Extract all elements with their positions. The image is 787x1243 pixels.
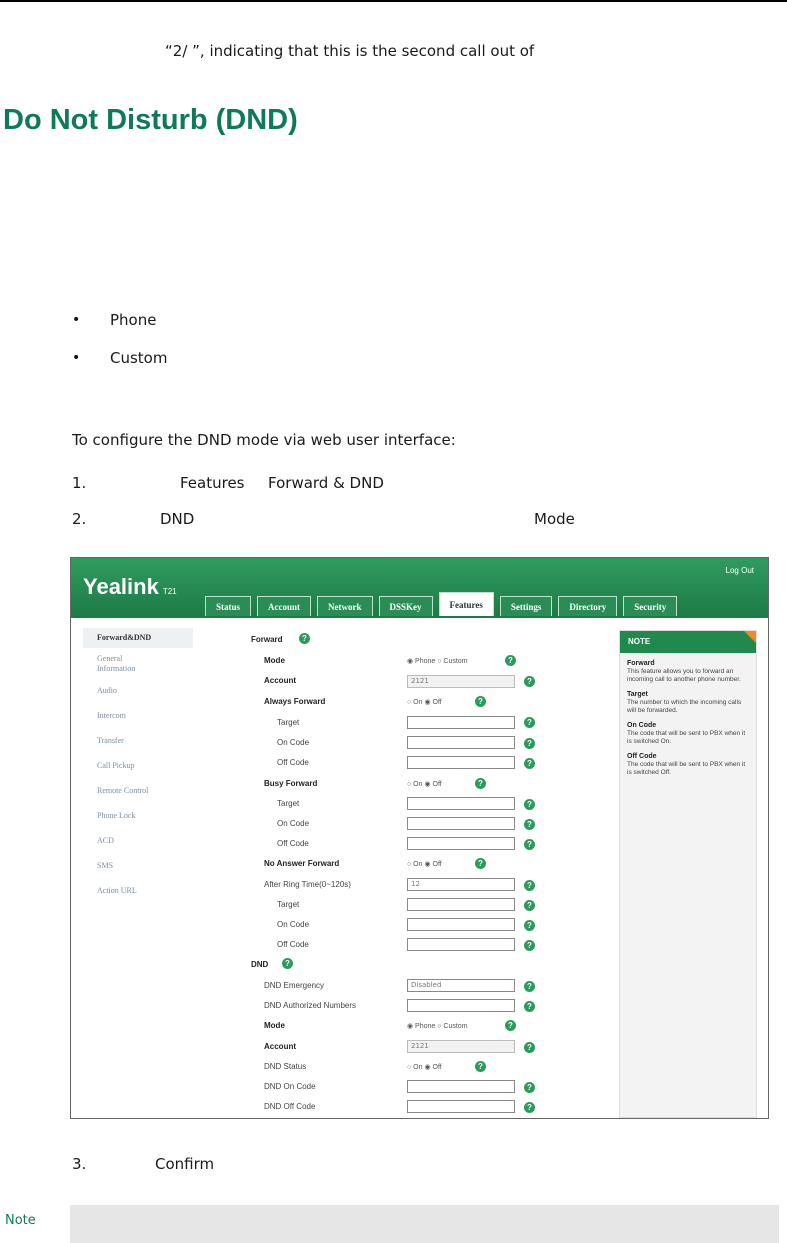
tab-network[interactable]: Network [317, 596, 373, 616]
yealink-logo: Yealink T21 [83, 574, 177, 599]
always-target-input[interactable] [407, 716, 515, 729]
account-select[interactable]: 2121 [407, 675, 515, 688]
mode-label: Mode [264, 656, 285, 665]
busy-forward-label: Busy Forward [264, 779, 318, 788]
noanswer-off-code-input[interactable] [407, 938, 515, 951]
sidebar-item-acd[interactable]: ACD [97, 836, 114, 845]
note-label: Note [5, 1213, 36, 1228]
help-icon[interactable]: ? [524, 676, 535, 687]
note-box [70, 1205, 779, 1243]
ring-time-select[interactable]: 12 [407, 878, 515, 891]
help-icon[interactable]: ? [524, 1082, 535, 1093]
note-title: NOTE [620, 631, 756, 653]
tab-bar [205, 596, 683, 618]
web-header [71, 558, 768, 618]
corner-flag-icon [744, 631, 756, 643]
help-icon[interactable]: ? [524, 738, 535, 749]
help-icon[interactable]: ? [475, 1061, 486, 1072]
step-menu-forward-dnd: Forward & DND [268, 474, 384, 492]
always-on-code-input[interactable] [407, 736, 515, 749]
help-icon[interactable]: ? [475, 778, 486, 789]
sidebar-item-call-pickup[interactable]: Call Pickup [97, 761, 135, 770]
tab-security[interactable]: Security [623, 596, 677, 616]
step-number: 3. [72, 1155, 87, 1173]
step-field-mode: Mode [534, 510, 575, 528]
tab-account[interactable]: Account [257, 596, 311, 616]
logout-link[interactable]: Log Out [725, 566, 754, 575]
busy-target-input[interactable] [407, 797, 515, 810]
dnd-account-label: Account [264, 1042, 296, 1051]
on-code-label: On Code [277, 819, 310, 828]
help-icon[interactable]: ? [524, 981, 535, 992]
target-label: Target [277, 718, 300, 727]
help-icon[interactable]: ? [505, 1020, 516, 1031]
forward-section-title: Forward [251, 635, 283, 644]
help-icon[interactable]: ? [524, 880, 535, 891]
note-entry: Target The number to which the incoming calls will be forwarded. [627, 691, 742, 714]
help-icon[interactable]: ? [524, 717, 535, 728]
sidebar [83, 628, 193, 911]
bullet-custom: Custom [110, 349, 168, 367]
on-code-label: On Code [277, 738, 310, 747]
section-heading: Do Not Disturb (DND) [3, 104, 298, 136]
sidebar-item-forward-dnd[interactable]: Forward&DND [83, 628, 193, 648]
procedure-title: To configure the DND mode via web user interface: [72, 431, 456, 449]
help-icon[interactable]: ? [524, 758, 535, 769]
off-code-label: Off Code [277, 839, 309, 848]
bullet-dot: • [72, 350, 81, 366]
sidebar-item-sms[interactable]: SMS [97, 861, 114, 870]
busy-forward-radio[interactable]: ○ On ◉ Off [407, 781, 442, 788]
target-label: Target [277, 799, 300, 808]
step-number: 2. [72, 510, 87, 528]
always-forward-radio[interactable]: ○ On ◉ Off [407, 699, 442, 706]
web-ui-screenshot [70, 557, 769, 1119]
busy-off-code-input[interactable] [407, 837, 515, 850]
on-code-label: On Code [277, 920, 310, 929]
note-entry: Forward This feature allows you to forward an incoming call to another phone number. [627, 660, 741, 683]
no-answer-forward-label: No Answer Forward [264, 859, 340, 868]
noanswer-target-input[interactable] [407, 898, 515, 911]
mode-radio-group[interactable]: ◉ Phone ○ Custom [407, 658, 468, 665]
dnd-on-code-input[interactable] [407, 1080, 515, 1093]
sidebar-item-action-url[interactable]: Action URL [97, 886, 137, 895]
help-icon[interactable]: ? [524, 1102, 535, 1113]
help-icon[interactable]: ? [524, 900, 535, 911]
dnd-off-code-label: DND Off Code [264, 1102, 316, 1111]
help-icon[interactable]: ? [299, 633, 310, 644]
intro-line: “2/ ”, indicating that this is the second call out of [165, 42, 535, 60]
tab-directory[interactable]: Directory [558, 596, 617, 616]
note-entry: On Code The code that will be sent to PBX when it is switched On. [627, 722, 746, 745]
dnd-mode-radio[interactable]: ◉ Phone ○ Custom [407, 1023, 468, 1030]
help-icon[interactable]: ? [524, 920, 535, 931]
tab-dsskey[interactable]: DSSKey [379, 596, 433, 616]
target-label: Target [277, 900, 300, 909]
sidebar-item-intercom[interactable]: Intercom [97, 711, 126, 720]
dnd-authorized-label: DND Authorized Numbers [264, 1001, 357, 1010]
off-code-label: Off Code [277, 940, 309, 949]
help-icon[interactable]: ? [475, 858, 486, 869]
sidebar-item-general-information[interactable]: General Information [97, 654, 136, 673]
note-panel [619, 630, 757, 1118]
always-off-code-input[interactable] [407, 756, 515, 769]
help-icon[interactable]: ? [524, 1042, 535, 1053]
sidebar-item-remote-control[interactable]: Remote Control [97, 786, 149, 795]
dnd-on-code-label: DND On Code [264, 1082, 316, 1091]
dnd-status-label: DND Status [264, 1062, 307, 1071]
step-menu-features: Features [180, 474, 245, 492]
step-field-dnd: DND [160, 510, 195, 528]
after-ring-time-label: After Ring Time(0~120s) [264, 880, 351, 889]
account-label: Account [264, 676, 296, 685]
dnd-section-title: DND [251, 960, 269, 969]
step-number: 1. [72, 474, 87, 492]
note-entry: Off Code The code that will be sent to PBX when it is switched Off. [627, 753, 746, 776]
dnd-status-radio[interactable]: ○ On ◉ Off [407, 1064, 442, 1071]
help-icon[interactable]: ? [524, 940, 535, 951]
off-code-label: Off Code [277, 758, 309, 767]
dnd-emergency-select[interactable]: Disabled [407, 979, 515, 992]
help-icon[interactable]: ? [524, 1001, 535, 1012]
dnd-off-code-input[interactable] [407, 1100, 515, 1113]
help-icon[interactable]: ? [475, 696, 486, 707]
no-answer-forward-radio[interactable]: ○ On ◉ Off [407, 861, 442, 868]
sidebar-item-transfer[interactable]: Transfer [97, 736, 124, 745]
help-icon[interactable]: ? [524, 799, 535, 810]
help-icon[interactable]: ? [524, 839, 535, 850]
sidebar-item-phone-lock[interactable]: Phone Lock [97, 811, 136, 820]
bullet-dot: • [72, 312, 81, 328]
noanswer-on-code-input[interactable] [407, 918, 515, 931]
dnd-account-select[interactable]: 2121 [407, 1040, 515, 1053]
bullet-phone: Phone [110, 311, 157, 329]
dnd-mode-label: Mode [264, 1021, 285, 1030]
help-icon[interactable]: ? [282, 958, 293, 969]
tab-features[interactable]: Features [439, 592, 494, 616]
help-icon[interactable]: ? [524, 819, 535, 830]
sidebar-item-audio[interactable]: Audio [97, 686, 117, 695]
dnd-authorized-input[interactable] [407, 999, 515, 1012]
tab-settings[interactable]: Settings [500, 596, 553, 616]
busy-on-code-input[interactable] [407, 817, 515, 830]
step-confirm: Confirm [155, 1155, 215, 1173]
always-forward-label: Always Forward [264, 697, 326, 706]
top-rule [0, 0, 787, 2]
dnd-emergency-label: DND Emergency [264, 981, 325, 990]
help-icon[interactable]: ? [505, 655, 516, 666]
tab-status[interactable]: Status [205, 596, 251, 616]
